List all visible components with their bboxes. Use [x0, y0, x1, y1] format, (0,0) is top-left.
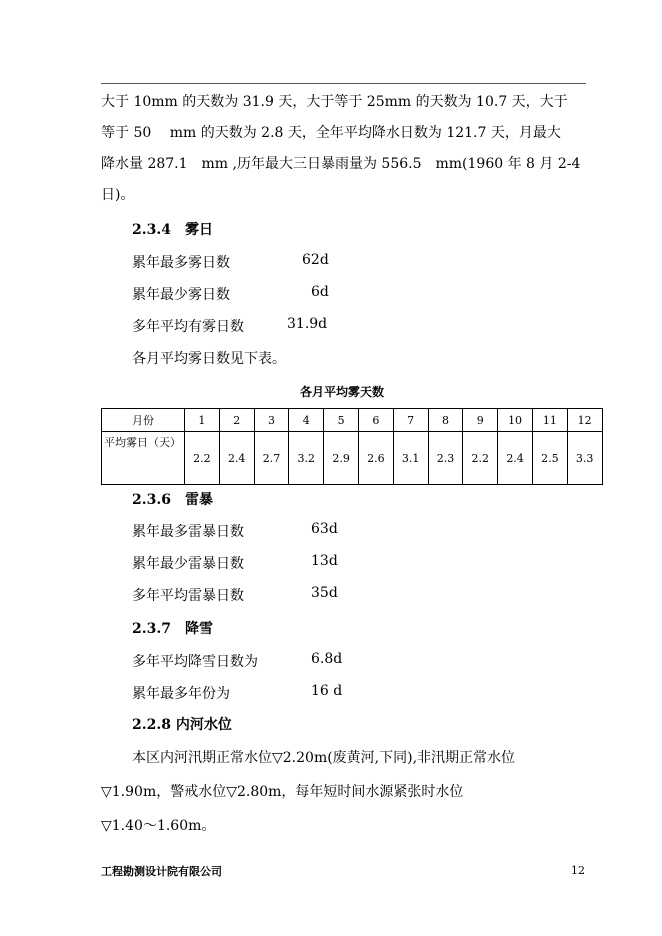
table-header-average: 平均雾日（天） — [102, 432, 185, 485]
table-cell-value: 2.5 — [532, 432, 567, 485]
stat-value: 6.8d — [311, 651, 343, 667]
paragraph-line: 等于 50 mm 的天数为 2.8 天，全年平均降水日数为 121.7 天，月最大 — [101, 125, 561, 141]
river-paragraph-line: 本区内河汛期正常水位▽2.20m(废黄河,下同),非汛期正常水位 — [132, 750, 516, 766]
table-cell-value: 2.2 — [463, 432, 498, 485]
table-reference-note: 各月平均雾日数见下表。 — [132, 351, 286, 367]
paragraph-line: 大于 10mm 的天数为 31.9 天，大于等于 25mm 的天数为 10.7 天，大于 — [101, 94, 568, 110]
stat-value: 62d — [302, 252, 329, 268]
page-number: 12 — [571, 864, 585, 877]
table-cell-month: 2 — [219, 409, 254, 432]
section-heading-river: 2.2.8 内河水位 — [132, 717, 232, 733]
table-cell-month: 6 — [358, 409, 393, 432]
footer-company: 工程勘测设计院有限公司 — [101, 865, 222, 878]
table-header-month: 月份 — [102, 409, 185, 432]
table-cell-value: 2.9 — [324, 432, 359, 485]
stat-value: 6d — [311, 284, 329, 300]
table-cell-value: 2.4 — [219, 432, 254, 485]
table-cell-value: 3.1 — [393, 432, 428, 485]
stat-label: 多年平均雷暴日数 — [132, 588, 244, 604]
table-row-months — [102, 409, 603, 432]
table-cell-month: 8 — [428, 409, 463, 432]
stat-value: 31.9d — [287, 316, 328, 332]
table-cell-value: 2.3 — [428, 432, 463, 485]
table-cell-value: 2.7 — [254, 432, 289, 485]
header-rule — [101, 83, 586, 84]
paragraph-line: 日)。 — [101, 187, 135, 203]
stat-label: 累年最少雾日数 — [132, 287, 230, 303]
stat-value: 13d — [311, 553, 338, 569]
section-heading-thunder: 2.3.6 雷暴 — [132, 492, 213, 508]
stat-value: 63d — [311, 521, 338, 537]
river-paragraph-line: ▽1.40～1.60m。 — [101, 818, 216, 834]
paragraph-line: 降水量 287.1 mm ,历年最大三日暴雨量为 556.5 mm(1960 年 8 月 2-4 — [101, 156, 581, 172]
stat-label: 累年最多雾日数 — [132, 255, 230, 271]
stat-value: 16 d — [311, 683, 343, 699]
table-cell-value: 2.2 — [185, 432, 220, 485]
table-row-values — [102, 432, 603, 485]
table-cell-month: 7 — [393, 409, 428, 432]
river-paragraph-line: ▽1.90m，警戒水位▽2.80m，每年短时间水源紧张时水位 — [101, 784, 464, 800]
stat-label: 累年最少雷暴日数 — [132, 556, 244, 572]
table-cell-value: 3.3 — [567, 432, 602, 485]
stat-label: 累年最多年份为 — [132, 686, 230, 702]
table-cell-value: 3.2 — [289, 432, 324, 485]
stat-value: 35d — [311, 585, 338, 601]
section-heading-fog: 2.3.4 雾日 — [132, 222, 213, 238]
table-cell-month: 12 — [567, 409, 602, 432]
stat-label: 多年平均有雾日数 — [132, 319, 244, 335]
table-cell-month: 5 — [324, 409, 359, 432]
table-title: 各月平均雾天数 — [300, 385, 385, 399]
stat-label: 累年最多雷暴日数 — [132, 524, 244, 540]
stat-label: 多年平均降雪日数为 — [132, 654, 258, 670]
table-cell-value: 2.4 — [498, 432, 533, 485]
table-cell-value: 2.6 — [358, 432, 393, 485]
table-cell-month: 10 — [498, 409, 533, 432]
table-cell-month: 4 — [289, 409, 324, 432]
section-heading-snow: 2.3.7 降雪 — [132, 621, 213, 637]
table-cell-month: 9 — [463, 409, 498, 432]
table-cell-month: 3 — [254, 409, 289, 432]
fog-days-table — [101, 408, 603, 485]
table-cell-month: 1 — [185, 409, 220, 432]
table-cell-month: 11 — [532, 409, 567, 432]
